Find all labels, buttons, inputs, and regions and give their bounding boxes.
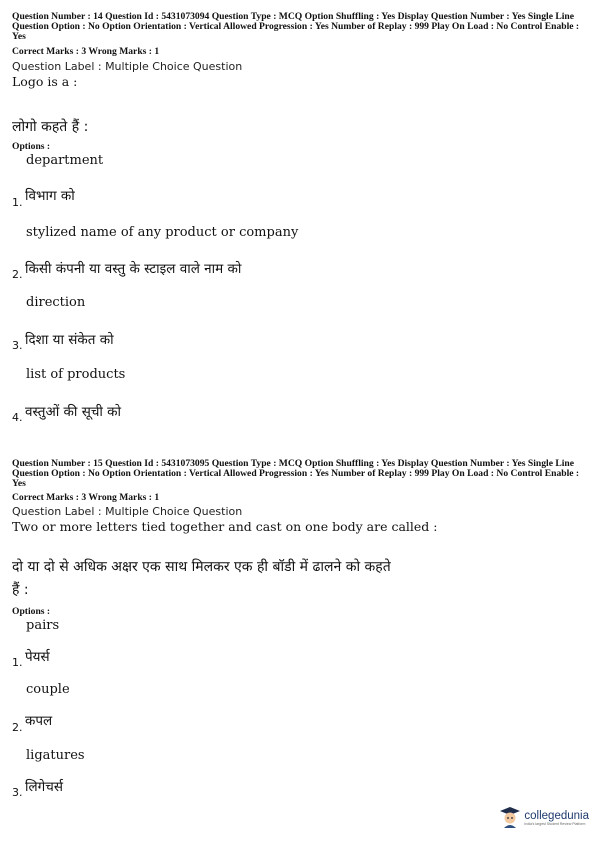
q15-option-3-hi[interactable]: लिगेचर्स — [25, 779, 63, 795]
q15-option-3-number: 3. — [12, 786, 23, 799]
question-15-text-en: Two or more letters tied together and cast on one body are called : — [12, 519, 438, 534]
q15-option-1-number: 1. — [12, 656, 23, 669]
q15-option-2-number: 2. — [12, 721, 23, 734]
question-15-marks: Correct Marks : 3 Wrong Marks : 1 — [12, 492, 160, 503]
q15-option-2-hi[interactable]: कपल — [25, 713, 53, 729]
q14-option-4-en[interactable]: list of products — [26, 367, 126, 382]
q15-option-1-hi[interactable]: पेयर्स — [25, 649, 50, 665]
logo-name: collegedunia — [524, 809, 589, 822]
student-mascot-icon — [499, 806, 521, 830]
q15-option-1-en[interactable]: pairs — [26, 618, 60, 633]
question-15-text-hi-line1: दो या दो से अधिक अक्षर एक साथ मिलकर एक ही बॉडी में ढालने को कहते — [12, 559, 391, 575]
question-15-label: Question Label : Multiple Choice Question — [12, 505, 243, 518]
question-14-options-label: Options : — [12, 141, 51, 152]
q14-option-2-en[interactable]: stylized name of any product or company — [26, 225, 299, 240]
question-15-meta: Question Number : 15 Question Id : 5431073095 Question Type : MCQ Option Shuffling : Yes Display Question Number : Yes Single Line Question Option : No Option Orientation : Vertical Allowed Progression : Yes Number of Replay : 999 Play On Load : No Control Enable : Yes — [12, 458, 580, 489]
question-14-text-en: Logo is a : — [12, 74, 78, 89]
question-15-text-hi-line2: हैं : — [12, 582, 29, 598]
q14-option-2-hi[interactable]: किसी कंपनी या वस्तु के स्टाइल वाले नाम को — [25, 261, 242, 277]
collegedunia-logo — [499, 806, 589, 830]
question-14-text-hi: लोगो कहते हैं : — [12, 119, 89, 135]
q14-option-4-hi[interactable]: वस्तुओं की सूची को — [25, 404, 122, 420]
q15-option-3-en[interactable]: ligatures — [26, 748, 85, 763]
q14-option-3-number: 3. — [12, 339, 23, 352]
q14-option-3-en[interactable]: direction — [26, 295, 86, 310]
q14-option-4-number: 4. — [12, 411, 23, 424]
q14-option-1-hi[interactable]: विभाग को — [25, 188, 75, 204]
question-14-marks: Correct Marks : 3 Wrong Marks : 1 — [12, 46, 160, 57]
q14-option-1-en[interactable]: department — [26, 153, 104, 168]
question-15-options-label: Options : — [12, 606, 51, 617]
q15-option-2-en[interactable]: couple — [26, 682, 70, 697]
q14-option-3-hi[interactable]: दिशा या संकेत को — [25, 332, 114, 348]
q14-option-2-number: 2. — [12, 268, 23, 281]
logo-tagline: India's largest Student Review Platform — [524, 821, 586, 826]
question-14-label: Question Label : Multiple Choice Question — [12, 60, 243, 73]
question-14-meta: Question Number : 14 Question Id : 5431073094 Question Type : MCQ Option Shuffling : Yes Display Question Number : Yes Single Line Question Option : No Option Orientation : Vertical Allowed Progression : Yes Number of Replay : 999 Play On Load : No Control Enable : Yes — [12, 11, 580, 42]
q14-option-1-number: 1. — [12, 196, 23, 209]
